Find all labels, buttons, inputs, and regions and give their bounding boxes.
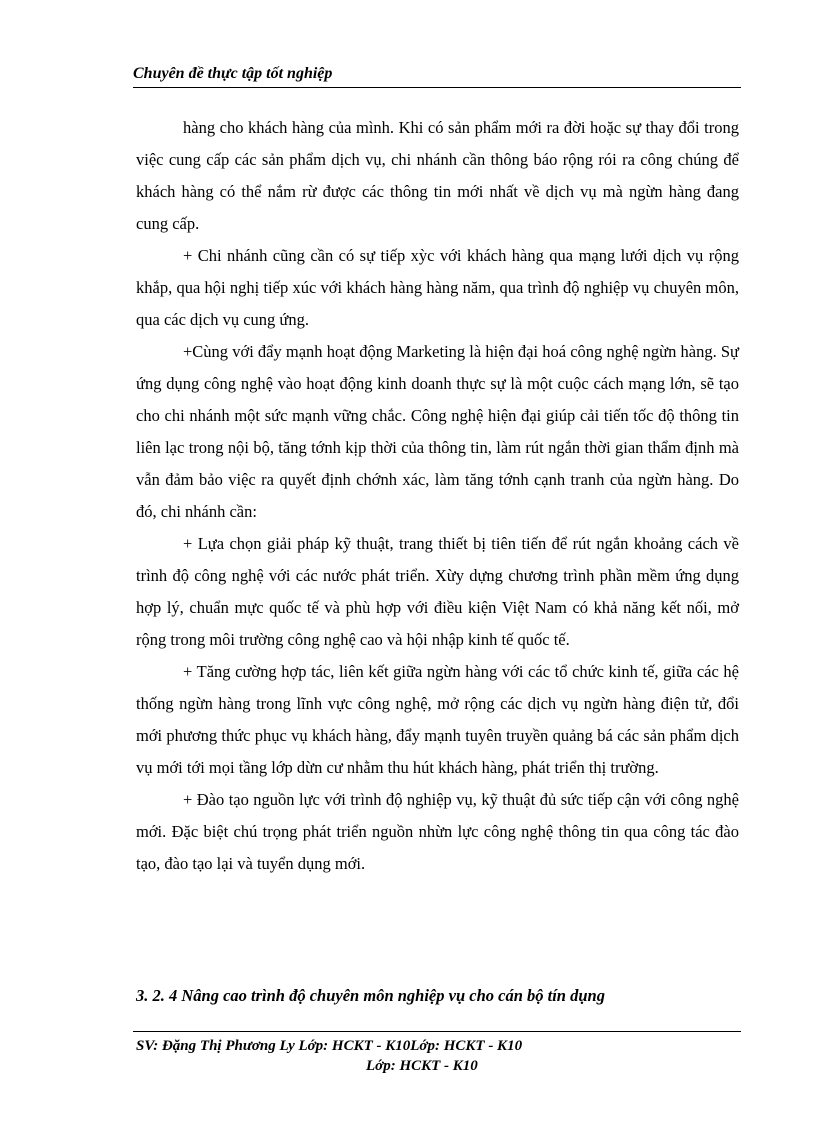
paragraph: +Cùng với đẩy mạnh hoạt động Marketing là hiện đại hoá công nghệ ngừn hàng. Sự ứng dụng công nghệ vào hoạt động kinh doanh thực sự là một cuộc cách mạng lớn, sẽ tạo cho chi nhánh một sức mạnh vững chắc. Công nghệ hiện đại giúp cải tiến tốc độ thông tin liên lạc trong nội bộ, tăng tớnh kịp thời của thông tin, làm rút ngắn thời gian thẩm định mà vẫn đảm bảo việc ra quyết định chớnh xác, làm tăng tớnh cạnh tranh của ngừn hàng. Do đó, chi nhánh cần: — [136, 342, 739, 521]
page-footer — [136, 1036, 741, 1076]
body-text — [136, 112, 739, 880]
paragraph: + Lựa chọn giải pháp kỹ thuật, trang thiết bị tiên tiến để rút ngắn khoảng cách về trình độ công nghệ với các nước phát triển. Xừy dựng chương trình phần mềm ứng dụng hợp lý, chuẩn mực quốc tế và phù hợp với điều kiện Việt Nam có khả năng kết nối, mở rộng trong môi trường công nghệ cao và hội nhập kinh tế quốc tế. — [136, 534, 739, 649]
paragraph: hàng cho khách hàng của mình. Khi có sản phẩm mới ra đời hoặc sự thay đổi trong việc cung cấp các sản phẩm dịch vụ, chi nhánh cần thông báo rộng rói ra công chúng để khách hàng có thể nắm rừ được các thông tin mới nhất về dịch vụ mà ngừn hàng đang cung cấp. — [136, 118, 739, 233]
footer-student-line: SV: Đặng Thị Phương Ly Lớp: HCKT - K10Lớp: HCKT - K10 — [136, 1038, 523, 1054]
footer-divider — [133, 1031, 741, 1032]
paragraph: + Tăng cường hợp tác, liên kết giữa ngừn hàng với các tổ chức kinh tế, giữa các hệ thống ngừn hàng trong lĩnh vực công nghệ, mở rộng các dịch vụ ngừn hàng điện tử, đổi mới phương thức phục vụ khách hàng, đẩy mạnh tuyên truyền quảng bá các sản phẩm dịch vụ mới tới mọi tầng lớp dừn cư nhằm thu hút khách hàng, phát triển thị trường. — [136, 662, 739, 777]
document-title: Chuyên đề thực tập tốt nghiệp — [133, 65, 333, 82]
header-divider — [133, 87, 741, 88]
footer-class-line: Lớp: HCKT - K10 — [366, 1058, 478, 1074]
section-heading: 3. 2. 4 Nâng cao trình độ chuyên môn nghiệp vụ cho cán bộ tín dụng — [136, 986, 605, 1005]
page-header — [133, 64, 741, 84]
paragraph: + Đào tạo nguồn lực với trình độ nghiệp vụ, kỹ thuật đủ sức tiếp cận với công nghệ mới. Đặc biệt chú trọng phát triển nguồn nhừn lực công nghệ thông tin qua công tác đào tạo, đào tạo lại và tuyển dụng mới. — [136, 790, 739, 873]
paragraph: + Chi nhánh cũng cần có sự tiếp xỳc với khách hàng qua mạng lưới dịch vụ rộng khắp, qua hội nghị tiếp xúc với khách hàng hàng năm, qua trình độ nghiệp vụ chuyên môn, qua các dịch vụ cung ứng. — [136, 246, 739, 329]
